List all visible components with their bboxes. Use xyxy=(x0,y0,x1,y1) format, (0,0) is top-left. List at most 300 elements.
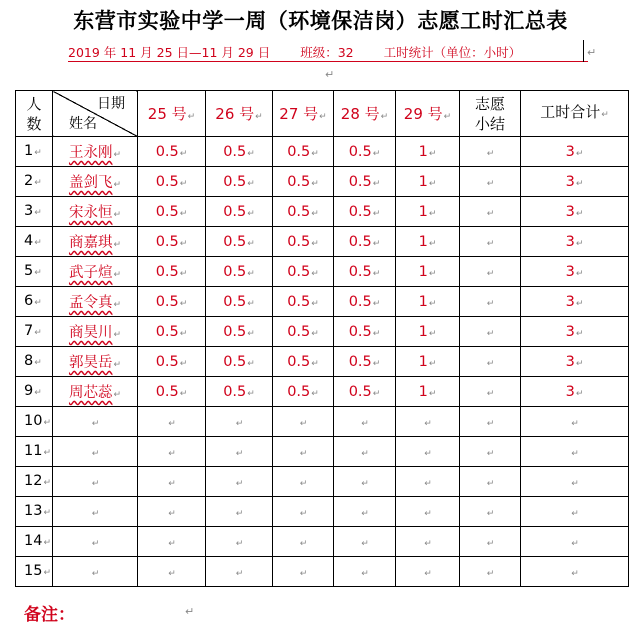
total-cell xyxy=(521,437,629,467)
row-number xyxy=(24,503,51,519)
hours-cell xyxy=(206,407,273,437)
header-summary-line2: 小结 xyxy=(474,114,505,133)
cell-end-mark-icon: ↵ xyxy=(247,238,255,249)
row-number-cell xyxy=(16,227,53,257)
hours-value: 0.5 xyxy=(287,323,311,340)
cell-end-mark-icon: ↵ xyxy=(486,148,495,159)
student-name: 武子煊 xyxy=(68,265,113,281)
cell-end-mark-icon: ↵ xyxy=(575,298,584,309)
name-cell xyxy=(53,227,138,257)
table-row xyxy=(16,407,629,437)
hours-value: 0.5 xyxy=(155,323,179,340)
cell-end-mark-icon: ↵ xyxy=(91,508,100,519)
row-number xyxy=(24,383,42,399)
hours-cell xyxy=(206,317,273,347)
header-day-label: 26 号 xyxy=(215,105,255,123)
header-summary-line1: 志愿 xyxy=(474,94,505,113)
cell-end-mark-icon: ↵ xyxy=(575,268,584,279)
cell-end-mark-icon: ↵ xyxy=(34,208,42,218)
name-cell xyxy=(53,137,138,167)
hours-value: 1 xyxy=(418,143,428,160)
total-cell xyxy=(521,467,629,497)
row-number-text: 11 xyxy=(24,443,43,459)
header-total xyxy=(521,91,629,137)
hours-cell xyxy=(334,497,396,527)
cell-end-mark-icon: ↵ xyxy=(311,358,319,369)
cell-end-mark-icon: ↵ xyxy=(43,478,51,488)
cell-end-mark-icon: ↵ xyxy=(486,538,495,549)
cell-end-mark-icon: ↵ xyxy=(319,112,327,122)
name-cell xyxy=(53,257,138,287)
cell-end-mark-icon: ↵ xyxy=(311,208,319,219)
total-value: 3 xyxy=(565,233,575,250)
row-number-text: 7 xyxy=(24,323,34,339)
name-cell xyxy=(53,557,138,587)
cell-end-mark-icon: ↵ xyxy=(361,568,369,579)
hours-value: 1 xyxy=(418,203,428,220)
paragraph-mark-icon: ↵ xyxy=(185,605,195,618)
hours-cell xyxy=(138,287,206,317)
cell-end-mark-icon: ↵ xyxy=(571,478,579,489)
cell-end-mark-icon: ↵ xyxy=(113,210,122,220)
total-cell xyxy=(521,527,629,557)
hours-cell xyxy=(396,227,460,257)
date-range: 2019 年 11 月 25 日—11 月 29 日 xyxy=(68,45,271,60)
row-number xyxy=(24,323,42,339)
hours-cell xyxy=(273,377,334,407)
hours-value: 0.5 xyxy=(287,233,311,250)
hours-cell xyxy=(138,227,206,257)
hours-cell xyxy=(206,167,273,197)
hours-cell xyxy=(273,227,334,257)
hours-value: 0.5 xyxy=(223,323,247,340)
hours-cell xyxy=(396,257,460,287)
summary-cell xyxy=(460,407,521,437)
student-name: 盖剑飞 xyxy=(68,175,113,191)
hours-cell xyxy=(334,437,396,467)
cell-end-mark-icon: ↵ xyxy=(113,180,122,190)
total-cell xyxy=(521,197,629,227)
hours-value: 0.5 xyxy=(348,353,372,370)
hours-cell xyxy=(138,137,206,167)
footer-note: 备注： xyxy=(24,605,75,625)
cell-end-mark-icon: ↵ xyxy=(168,568,176,579)
name-cell xyxy=(53,437,138,467)
hours-value: 0.5 xyxy=(287,353,311,370)
cell-end-mark-icon: ↵ xyxy=(372,208,381,219)
hours-cell xyxy=(334,407,396,437)
hours-cell xyxy=(206,137,273,167)
hours-cell xyxy=(334,287,396,317)
hours-value: 0.5 xyxy=(223,383,247,400)
cell-end-mark-icon: ↵ xyxy=(372,268,381,279)
row-number-cell xyxy=(16,467,53,497)
hours-value: 0.5 xyxy=(287,143,311,160)
hours-cell xyxy=(273,497,334,527)
header-summary xyxy=(460,91,521,137)
cell-end-mark-icon: ↵ xyxy=(113,390,122,400)
cell-end-mark-icon: ↵ xyxy=(428,208,437,219)
table-row xyxy=(16,257,629,287)
cell-end-mark-icon: ↵ xyxy=(299,508,308,519)
cell-end-mark-icon: ↵ xyxy=(34,388,42,398)
hours-cell xyxy=(273,407,334,437)
hours-cell xyxy=(273,347,334,377)
summary-cell xyxy=(460,497,521,527)
hours-value: 0.5 xyxy=(223,143,247,160)
cell-end-mark-icon: ↵ xyxy=(179,208,188,219)
header-day xyxy=(138,91,206,137)
hours-cell xyxy=(273,167,334,197)
summary-cell xyxy=(460,227,521,257)
cell-end-mark-icon: ↵ xyxy=(255,112,263,122)
hours-cell xyxy=(334,527,396,557)
hours-value: 0.5 xyxy=(348,323,372,340)
name-cell xyxy=(53,497,138,527)
hours-cell xyxy=(396,167,460,197)
table-row xyxy=(16,557,629,587)
hours-cell xyxy=(206,287,273,317)
table-row xyxy=(16,287,629,317)
cell-end-mark-icon: ↵ xyxy=(179,268,188,279)
cell-end-mark-icon: ↵ xyxy=(299,538,308,549)
hours-cell xyxy=(396,467,460,497)
row-number-text: 9 xyxy=(24,383,34,399)
cell-end-mark-icon: ↵ xyxy=(428,358,437,369)
hours-value: 0.5 xyxy=(155,143,179,160)
row-number-text: 15 xyxy=(24,563,43,579)
cell-end-mark-icon: ↵ xyxy=(361,448,369,459)
hours-cell xyxy=(138,257,206,287)
hours-value: 0.5 xyxy=(223,233,247,250)
hours-cell xyxy=(273,557,334,587)
header-date-name xyxy=(53,91,138,137)
hours-cell xyxy=(396,137,460,167)
cell-end-mark-icon: ↵ xyxy=(179,358,188,369)
hours-value: 0.5 xyxy=(348,293,372,310)
cell-end-mark-icon: ↵ xyxy=(486,478,495,489)
cell-end-mark-icon: ↵ xyxy=(575,208,584,219)
hours-value: 0.5 xyxy=(223,173,247,190)
hours-value: 0.5 xyxy=(287,203,311,220)
hours-cell xyxy=(334,257,396,287)
row-number-cell xyxy=(16,197,53,227)
cell-end-mark-icon: ↵ xyxy=(571,508,579,519)
header-day-label: 27 号 xyxy=(279,105,319,123)
table-row xyxy=(16,437,629,467)
cell-end-mark-icon: ↵ xyxy=(179,298,188,309)
cell-end-mark-icon: ↵ xyxy=(43,538,51,548)
row-number-text: 3 xyxy=(24,203,34,219)
hours-cell xyxy=(396,287,460,317)
cell-end-mark-icon: ↵ xyxy=(299,448,308,459)
hours-cell xyxy=(206,197,273,227)
total-cell xyxy=(521,377,629,407)
total-value: 3 xyxy=(565,173,575,190)
cell-end-mark-icon: ↵ xyxy=(486,388,495,399)
name-cell xyxy=(53,167,138,197)
header-total-label: 工时合计 xyxy=(540,103,601,121)
hours-value: 0.5 xyxy=(223,353,247,370)
cell-end-mark-icon: ↵ xyxy=(113,150,122,160)
hours-cell xyxy=(396,557,460,587)
hours-value: 0.5 xyxy=(287,383,311,400)
hours-cell xyxy=(138,557,206,587)
row-number-text: 4 xyxy=(24,233,34,249)
student-name: 王永刚 xyxy=(68,145,113,161)
cell-end-mark-icon: ↵ xyxy=(43,448,51,458)
hours-value: 0.5 xyxy=(348,203,372,220)
cell-end-mark-icon: ↵ xyxy=(571,448,579,459)
hours-cell xyxy=(396,527,460,557)
hours-cell xyxy=(396,407,460,437)
class-info: 班级：32 xyxy=(300,45,354,60)
cell-end-mark-icon: ↵ xyxy=(372,388,381,399)
paragraph-mark-icon: ↵ xyxy=(325,68,335,81)
cell-end-mark-icon: ↵ xyxy=(247,268,255,279)
hours-cell xyxy=(396,497,460,527)
row-number-text: 12 xyxy=(24,473,43,489)
cell-end-mark-icon: ↵ xyxy=(443,112,452,122)
header-day xyxy=(334,91,396,137)
hours-value: 0.5 xyxy=(348,263,372,280)
cell-end-mark-icon: ↵ xyxy=(486,568,495,579)
cell-end-mark-icon: ↵ xyxy=(428,328,437,339)
table-row xyxy=(16,167,629,197)
total-value: 3 xyxy=(565,143,575,160)
total-cell xyxy=(521,557,629,587)
row-number-text: 10 xyxy=(24,413,43,429)
table-row xyxy=(16,317,629,347)
cell-end-mark-icon: ↵ xyxy=(113,270,122,280)
cell-end-mark-icon: ↵ xyxy=(575,388,584,399)
total-cell xyxy=(521,137,629,167)
cell-end-mark-icon: ↵ xyxy=(247,178,255,189)
row-number-cell xyxy=(16,527,53,557)
total-value: 3 xyxy=(565,293,575,310)
cell-end-mark-icon: ↵ xyxy=(486,508,495,519)
cell-end-mark-icon: ↵ xyxy=(486,418,495,429)
total-value: 3 xyxy=(565,323,575,340)
header-day-label: 29 号 xyxy=(403,105,443,123)
cell-end-mark-icon: ↵ xyxy=(91,448,100,459)
summary-cell xyxy=(460,377,521,407)
cell-end-mark-icon: ↵ xyxy=(235,538,244,549)
total-cell xyxy=(521,497,629,527)
cell-end-mark-icon: ↵ xyxy=(113,360,122,370)
cell-end-mark-icon: ↵ xyxy=(311,388,319,399)
hours-cell xyxy=(138,347,206,377)
total-value: 3 xyxy=(565,353,575,370)
hours-cell xyxy=(334,167,396,197)
cell-end-mark-icon: ↵ xyxy=(34,358,42,368)
cell-end-mark-icon: ↵ xyxy=(575,328,584,339)
name-cell xyxy=(53,407,138,437)
total-value: 3 xyxy=(565,203,575,220)
hours-value: 1 xyxy=(418,263,428,280)
hours-value: 1 xyxy=(418,323,428,340)
subtitle-line xyxy=(68,43,588,62)
cell-end-mark-icon: ↵ xyxy=(311,178,319,189)
row-number xyxy=(24,203,42,219)
hours-cell xyxy=(206,257,273,287)
cell-end-mark-icon: ↵ xyxy=(43,508,51,518)
header-day-label: 25 号 xyxy=(147,105,187,123)
hours-cell xyxy=(273,257,334,287)
cell-end-mark-icon: ↵ xyxy=(428,268,437,279)
summary-cell xyxy=(460,257,521,287)
summary-cell xyxy=(460,197,521,227)
hours-cell xyxy=(138,377,206,407)
hours-cell xyxy=(396,377,460,407)
hours-cell xyxy=(138,167,206,197)
hours-value: 0.5 xyxy=(155,383,179,400)
cell-end-mark-icon: ↵ xyxy=(179,388,188,399)
cell-end-mark-icon: ↵ xyxy=(486,208,495,219)
name-cell xyxy=(53,197,138,227)
table-row xyxy=(16,497,629,527)
row-number-cell xyxy=(16,257,53,287)
row-number-text: 8 xyxy=(24,353,34,369)
header-day xyxy=(273,91,334,137)
hours-cell xyxy=(334,557,396,587)
row-number xyxy=(24,233,42,249)
hours-cell xyxy=(206,467,273,497)
header-number-line1: 人 xyxy=(26,94,42,113)
name-cell xyxy=(53,347,138,377)
cell-end-mark-icon: ↵ xyxy=(168,448,176,459)
hours-cell xyxy=(334,137,396,167)
row-number xyxy=(24,263,42,279)
header-number xyxy=(16,91,53,137)
cell-end-mark-icon: ↵ xyxy=(235,448,244,459)
hours-value: 0.5 xyxy=(155,293,179,310)
cell-end-mark-icon: ↵ xyxy=(168,478,176,489)
cell-end-mark-icon: ↵ xyxy=(575,148,584,159)
header-day xyxy=(396,91,460,137)
cell-end-mark-icon: ↵ xyxy=(428,388,437,399)
cell-end-mark-icon: ↵ xyxy=(361,538,369,549)
cell-end-mark-icon: ↵ xyxy=(372,238,381,249)
cell-end-mark-icon: ↵ xyxy=(575,358,584,369)
hours-cell xyxy=(396,437,460,467)
cell-end-mark-icon: ↵ xyxy=(34,268,42,278)
total-cell xyxy=(521,287,629,317)
hours-value: 1 xyxy=(418,293,428,310)
row-number-cell xyxy=(16,137,53,167)
hours-value: 0.5 xyxy=(223,293,247,310)
header-number-line2: 数 xyxy=(26,114,42,133)
paragraph-mark-icon: ↵ xyxy=(587,46,597,59)
cell-end-mark-icon: ↵ xyxy=(311,328,319,339)
hours-value: 0.5 xyxy=(155,353,179,370)
row-number xyxy=(24,473,51,489)
cell-end-mark-icon: ↵ xyxy=(91,568,100,579)
total-value: 3 xyxy=(565,383,575,400)
name-cell xyxy=(53,287,138,317)
cell-end-mark-icon: ↵ xyxy=(424,418,432,429)
cell-end-mark-icon: ↵ xyxy=(179,178,188,189)
cell-end-mark-icon: ↵ xyxy=(247,208,255,219)
hours-cell xyxy=(273,437,334,467)
hours-cell xyxy=(334,377,396,407)
cell-end-mark-icon: ↵ xyxy=(91,418,100,429)
hours-value: 1 xyxy=(418,383,428,400)
cell-end-mark-icon: ↵ xyxy=(571,568,579,579)
summary-cell xyxy=(460,527,521,557)
cell-end-mark-icon: ↵ xyxy=(34,178,42,188)
hours-cell xyxy=(273,137,334,167)
total-cell xyxy=(521,407,629,437)
header-row xyxy=(16,91,629,137)
hours-table xyxy=(15,90,629,587)
cell-end-mark-icon: ↵ xyxy=(235,568,244,579)
total-cell xyxy=(521,227,629,257)
cell-end-mark-icon: ↵ xyxy=(361,478,369,489)
table-row xyxy=(16,347,629,377)
header-day xyxy=(206,91,273,137)
name-cell xyxy=(53,467,138,497)
cell-end-mark-icon: ↵ xyxy=(247,328,255,339)
student-name: 商嘉琪 xyxy=(68,235,113,251)
hours-cell xyxy=(138,527,206,557)
hours-cell xyxy=(206,377,273,407)
hours-value: 0.5 xyxy=(155,233,179,250)
summary-cell xyxy=(460,287,521,317)
cell-end-mark-icon: ↵ xyxy=(235,478,244,489)
hours-cell xyxy=(273,287,334,317)
cell-end-mark-icon: ↵ xyxy=(486,448,495,459)
hours-cell xyxy=(138,317,206,347)
unit-note: 工时统计（单位：小时） xyxy=(383,45,522,60)
row-number-cell xyxy=(16,557,53,587)
cell-end-mark-icon: ↵ xyxy=(311,268,319,279)
cell-end-mark-icon: ↵ xyxy=(113,240,122,250)
hours-cell xyxy=(206,557,273,587)
table-row xyxy=(16,377,629,407)
hours-cell xyxy=(334,227,396,257)
hours-value: 0.5 xyxy=(348,383,372,400)
cell-end-mark-icon: ↵ xyxy=(486,178,495,189)
hours-cell xyxy=(273,317,334,347)
row-number-cell xyxy=(16,167,53,197)
cell-end-mark-icon: ↵ xyxy=(299,568,308,579)
hours-value: 1 xyxy=(418,173,428,190)
cell-end-mark-icon: ↵ xyxy=(187,112,196,122)
cell-end-mark-icon: ↵ xyxy=(91,478,100,489)
hours-value: 0.5 xyxy=(287,173,311,190)
cell-end-mark-icon: ↵ xyxy=(299,478,308,489)
cell-end-mark-icon: ↵ xyxy=(486,298,495,309)
hours-value: 0.5 xyxy=(348,233,372,250)
table-row xyxy=(16,197,629,227)
cell-end-mark-icon: ↵ xyxy=(428,238,437,249)
row-number-cell xyxy=(16,317,53,347)
cell-end-mark-icon: ↵ xyxy=(372,328,381,339)
cell-end-mark-icon: ↵ xyxy=(361,418,369,429)
cell-end-mark-icon: ↵ xyxy=(235,418,244,429)
cell-end-mark-icon: ↵ xyxy=(179,148,188,159)
student-name: 商昊川 xyxy=(68,325,113,341)
cell-end-mark-icon: ↵ xyxy=(428,178,437,189)
total-value: 3 xyxy=(565,263,575,280)
hours-cell xyxy=(334,467,396,497)
cell-end-mark-icon: ↵ xyxy=(424,538,432,549)
row-number-text: 14 xyxy=(24,533,43,549)
row-number-cell xyxy=(16,347,53,377)
student-name: 宋永恒 xyxy=(68,205,113,221)
table-row xyxy=(16,527,629,557)
